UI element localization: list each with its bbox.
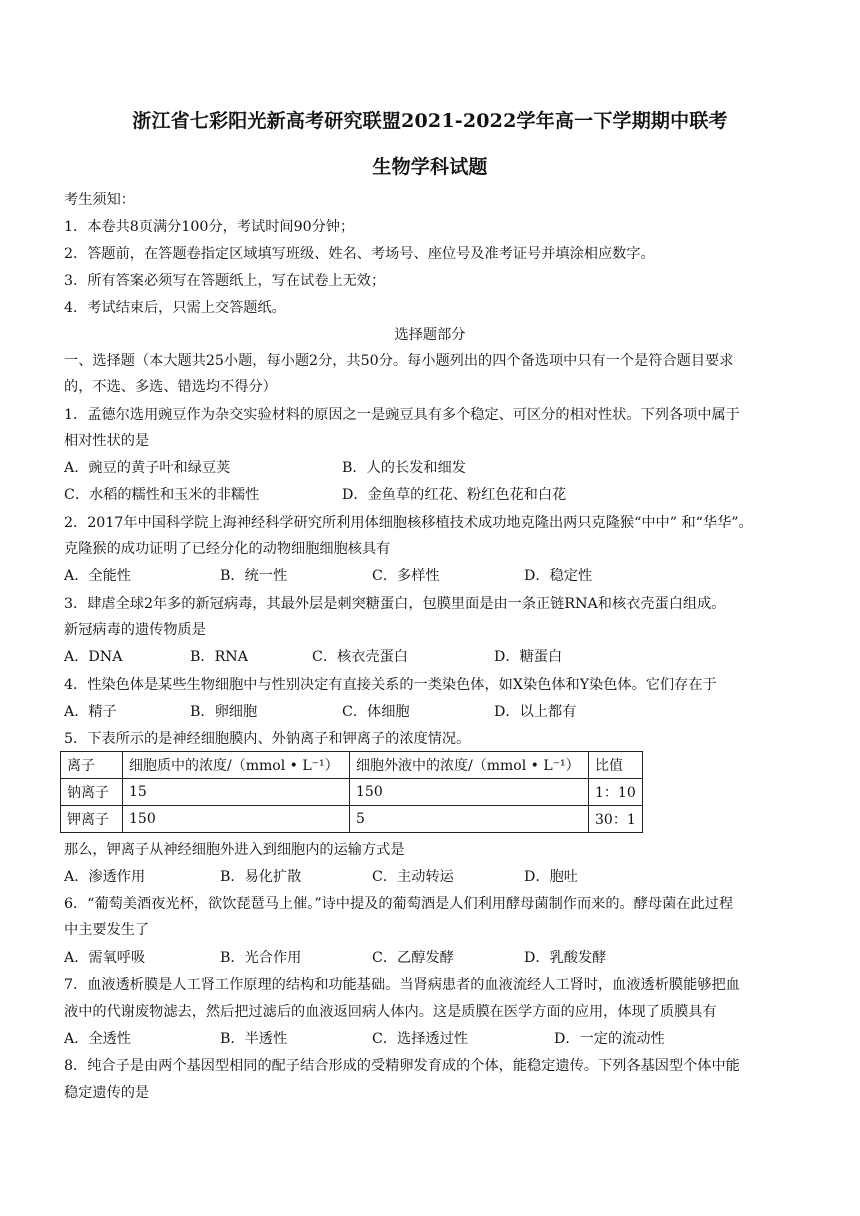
table-header: 离子	[61, 752, 123, 779]
option-a: A．全透性	[64, 1031, 131, 1047]
option-a: A．DNA	[64, 649, 123, 665]
question-stem: 3．肆虐全球2年多的新冠病毒，其最外层是刺突糖蛋白，包膜里面是由一条正链RNA和核衣壳蛋白组成。	[64, 596, 726, 612]
option-d: D．胞吐	[524, 869, 578, 885]
option-a: A．渗透作用	[64, 869, 146, 885]
table-header: 比值	[589, 752, 643, 779]
option-b: B．人的长发和细发	[342, 460, 466, 476]
question-stem: 稳定遗传的是	[64, 1085, 150, 1101]
option-a: A．全能性	[64, 568, 131, 584]
question-stem: 克隆猴的成功证明了已经分化的动物细胞细胞核具有	[64, 541, 391, 557]
option-b: B．易化扩散	[220, 869, 302, 885]
table-cell: 钾离子	[61, 806, 123, 833]
question-stem: 中主要发生了	[64, 922, 150, 938]
section-instructions: 一、选择题（本大题共25小题，每小题2分，共50分。每小题列出的四个备选项中只有一个是符合题目要求	[64, 353, 734, 369]
option-d: D．金鱼草的红花、粉红色花和白花	[342, 487, 567, 503]
question-stem: 8．纯合子是由两个基因型相同的配子结合形成的受精卵发育成的个体，能稳定遗传。下列各基因型个体中能	[64, 1058, 740, 1074]
notice-heading: 考生须知：	[64, 192, 135, 208]
table-cell: 钠离子	[61, 779, 123, 806]
table-cell: 150	[123, 806, 350, 833]
table-row	[61, 779, 643, 806]
notice-item: 1．本卷共8页满分100分，考试时间90分钟；	[64, 219, 355, 235]
option-c: C．体细胞	[342, 704, 410, 720]
question-stem: 7．血液透析膜是人工肾工作原理的结构和功能基础。当肾病患者的血液流经人工肾时，血液透析膜能够把血	[64, 977, 740, 993]
table-cell: 5	[350, 806, 589, 833]
table-cell: 15	[123, 779, 350, 806]
option-b: B．卵细胞	[190, 704, 258, 720]
section-instructions: 的，不选、多选、错选均不得分）	[64, 379, 277, 395]
table-cell: 150	[350, 779, 589, 806]
option-c: C．乙醇发酵	[372, 950, 454, 966]
section-title: 选择题部分	[394, 327, 466, 343]
option-c: C．主动转运	[372, 869, 454, 885]
table-cell: 1：10	[589, 779, 643, 806]
option-d: D．乳酸发酵	[524, 950, 607, 966]
ion-concentration-table	[60, 751, 643, 833]
question-stem: 4．性染色体是某些生物细胞中与性别决定有直接关系的一类染色体，如X染色体和Y染色体。它们存在于	[64, 677, 717, 693]
option-c: C．选择透过性	[372, 1031, 468, 1047]
exam-title: 浙江省七彩阳光新高考研究联盟2021-2022学年高一下学期期中联考	[132, 110, 728, 132]
option-b: B．光合作用	[220, 950, 302, 966]
table-header: 细胞外液中的浓度/（mmol • L⁻¹）	[350, 752, 589, 779]
option-b: B．RNA	[190, 649, 248, 665]
option-d: D．糖蛋白	[494, 649, 563, 665]
table-row	[61, 806, 643, 833]
option-d: D．以上都有	[494, 704, 577, 720]
notice-item: 2．答题前，在答题卷指定区域填写班级、姓名、考场号、座位号及准考证号并填涂相应数字。	[64, 246, 655, 262]
option-c: C．水稻的糯性和玉米的非糯性	[64, 487, 260, 503]
option-a: A．豌豆的黄子叶和绿豆荚	[64, 460, 231, 476]
question-stem: 相对性状的是	[64, 433, 150, 449]
question-followup: 那么，钾离子从神经细胞外进入到细胞内的运输方式是	[64, 842, 405, 858]
option-a: A．精子	[64, 704, 117, 720]
table-cell: 30：1	[589, 806, 643, 833]
option-c: C．多样性	[372, 568, 440, 584]
option-d: D．一定的流动性	[554, 1031, 665, 1047]
question-stem: 6．“葡萄美酒夜光杯，欲饮琵琶马上催。”诗中提及的葡萄酒是人们利用酵母菌制作而来的。酵母菌在此过程	[64, 896, 734, 912]
option-b: B．统一性	[220, 568, 288, 584]
option-c: C．核衣壳蛋白	[312, 649, 408, 665]
notice-item: 3．所有答案必须写在答题纸上，写在试卷上无效；	[64, 273, 386, 289]
option-a: A．需氧呼吸	[64, 950, 146, 966]
question-stem: 新冠病毒的遗传物质是	[64, 622, 206, 638]
question-stem: 2．2017年中国科学院上海神经科学研究所利用体细胞核移植技术成功地克隆出两只克隆猴“中中” 和“华华”。	[64, 515, 753, 531]
question-stem: 液中的代谢废物滤去，然后把过滤后的血液返回病人体内。这是质膜在医学方面的应用，体现了质膜具有	[64, 1004, 717, 1020]
table-header: 细胞质中的浓度/（mmol • L⁻¹）	[123, 752, 350, 779]
notice-item: 4．考试结束后，只需上交答题纸。	[64, 300, 286, 316]
option-d: D．稳定性	[524, 568, 593, 584]
exam-subtitle: 生物学科试题	[372, 156, 488, 178]
question-stem: 5．下表所示的是神经细胞膜内、外钠离子和钾离子的浓度情况。	[64, 731, 471, 747]
option-b: B．半透性	[220, 1031, 288, 1047]
question-stem: 1．孟德尔选用豌豆作为杂交实验材料的原因之一是豌豆具有多个稳定、可区分的相对性状。下列各项中属于	[64, 407, 740, 423]
table-header-row	[61, 752, 643, 779]
